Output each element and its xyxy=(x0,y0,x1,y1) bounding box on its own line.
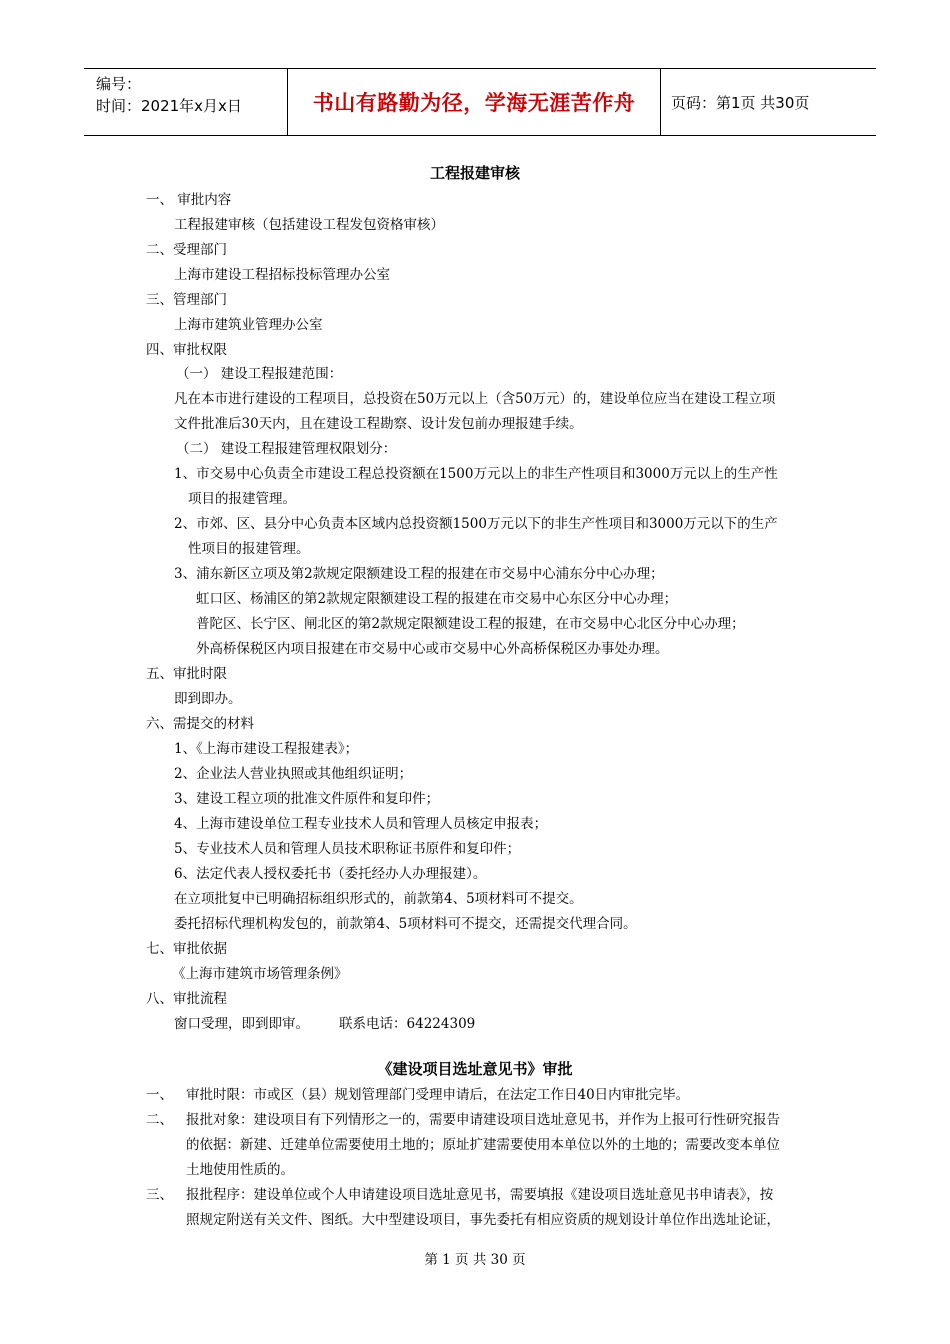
list-item: 1、《上海市建设工程报建表》； xyxy=(174,741,359,757)
header-motto: 书山有路勤为径，学海无涯苦作舟 xyxy=(287,69,661,135)
heading-accepting-dept: 二、受理部门 xyxy=(146,242,227,258)
text-line: 文件批准后30天内，且在建设工程勘察、设计发包前办理报建手续。 xyxy=(174,416,583,432)
heading-approval-authority: 四、审批权限 xyxy=(146,342,227,358)
heading-approval-content: 一、 审批内容 xyxy=(146,192,232,208)
text-line: 窗口受理，即到即审。 联系电话：64224309 xyxy=(174,1016,476,1032)
text-line: 照规定附送有关文件、图纸。大中型建设项目，事先委托有相应资质的规划设计单位作出选址论证， xyxy=(186,1212,780,1228)
list-item: 3、建设工程立项的批准文件原件和复印件； xyxy=(174,791,440,807)
text-line: 1、市交易中心负责全市建设工程总投资额在1500万元以上的非生产性项目和3000万元以上的生产性 xyxy=(174,466,778,482)
text-line: 审批时限：市或区（县）规划管理部门受理申请后，在法定工作日40日内审批完毕。 xyxy=(186,1087,690,1103)
header-page-info: 页码：第1页 共30页 xyxy=(671,93,810,112)
section-title: 工程报建审核 xyxy=(429,164,520,182)
heading-approval-process: 八、审批流程 xyxy=(146,991,227,1007)
list-number: 三、 xyxy=(146,1187,173,1203)
list-number: 一、 xyxy=(146,1087,173,1103)
text-line: 土地使用性质的。 xyxy=(186,1162,294,1178)
header-left-cell xyxy=(84,69,287,135)
text-line: 项目的报建管理。 xyxy=(188,491,296,507)
document-time-label: 时间：2021年x月x日 xyxy=(96,97,242,115)
heading-approval-basis: 七、审批依据 xyxy=(146,941,227,957)
text-line: 在立项批复中已明确招标组织形式的，前款第4、5项材料可不提交。 xyxy=(174,891,583,907)
heading-required-materials: 六、需提交的材料 xyxy=(146,716,254,732)
text-line: 报批对象：建设项目有下列情形之一的，需要申请建设项目选址意见书，并作为上报可行性研究报告 xyxy=(186,1112,780,1128)
list-item: 6、法定代表人授权委托书（委托经办人办理报建）。 xyxy=(174,866,487,882)
heading-management-dept: 三、管理部门 xyxy=(146,292,227,308)
subheading-authority-division: （二） 建设工程报建管理权限划分： xyxy=(176,441,397,457)
section-title: 《建设项目选址意见书》审批 xyxy=(377,1060,573,1078)
subheading-scope: （一） 建设工程报建范围： xyxy=(176,366,343,382)
heading-approval-time-limit: 五、审批时限 xyxy=(146,666,227,682)
list-number: 二、 xyxy=(146,1112,173,1128)
header-table xyxy=(84,68,876,136)
text-line: 工程报建审核（包括建设工程发包资格审核） xyxy=(174,217,444,233)
text-line: 上海市建筑业管理办公室 xyxy=(174,317,323,333)
text-line: 凡在本市进行建设的工程项目，总投资在50万元以上（含50万元）的，建设单位应当在建设工程立项 xyxy=(174,391,776,407)
text-line: 《上海市建筑市场管理条例》 xyxy=(172,966,348,982)
list-item: 2、企业法人营业执照或其他组织证明； xyxy=(174,766,413,782)
list-item: 4、上海市建设单位工程专业技术人员和管理人员核定申报表； xyxy=(174,816,548,832)
text-line: 普陀区、长宁区、闸北区的第2款规定限额建设工程的报建，在市交易中心北区分中心办理； xyxy=(196,616,745,632)
text-line: 虹口区、杨浦区的第2款规定限额建设工程的报建在市交易中心东区分中心办理； xyxy=(196,591,678,607)
list-item: 5、专业技术人员和管理人员技术职称证书原件和复印件； xyxy=(174,841,521,857)
document-number-label: 编号： xyxy=(96,75,142,93)
page-footer: 第 1 页 共 30 页 xyxy=(424,1252,526,1268)
text-line: 3、浦东新区立项及第2款规定限额建设工程的报建在市交易中心浦东分中心办理； xyxy=(174,566,664,582)
text-line: 的依据：新建、迁建单位需要使用土地的；原址扩建需要使用本单位以外的土地的；需要改变本单位 xyxy=(186,1137,780,1153)
text-line: 报批程序：建设单位或个人申请建设项目选址意见书，需要填报《建设项目选址意见书申请表》，按 xyxy=(186,1187,774,1203)
text-line: 性项目的报建管理。 xyxy=(188,541,310,557)
text-line: 2、市郊、区、县分中心负责本区域内总投资额1500万元以下的非生产性项目和3000万元以下的生产 xyxy=(174,516,778,532)
text-line: 委托招标代理机构发包的，前款第4、5项材料可不提交，还需提交代理合同。 xyxy=(174,916,637,932)
text-line: 即到即办。 xyxy=(174,691,242,707)
text-line: 外高桥保税区内项目报建在市交易中心或市交易中心外高桥保税区办事处办理。 xyxy=(196,641,669,657)
text-line: 上海市建设工程招标投标管理办公室 xyxy=(174,267,390,283)
